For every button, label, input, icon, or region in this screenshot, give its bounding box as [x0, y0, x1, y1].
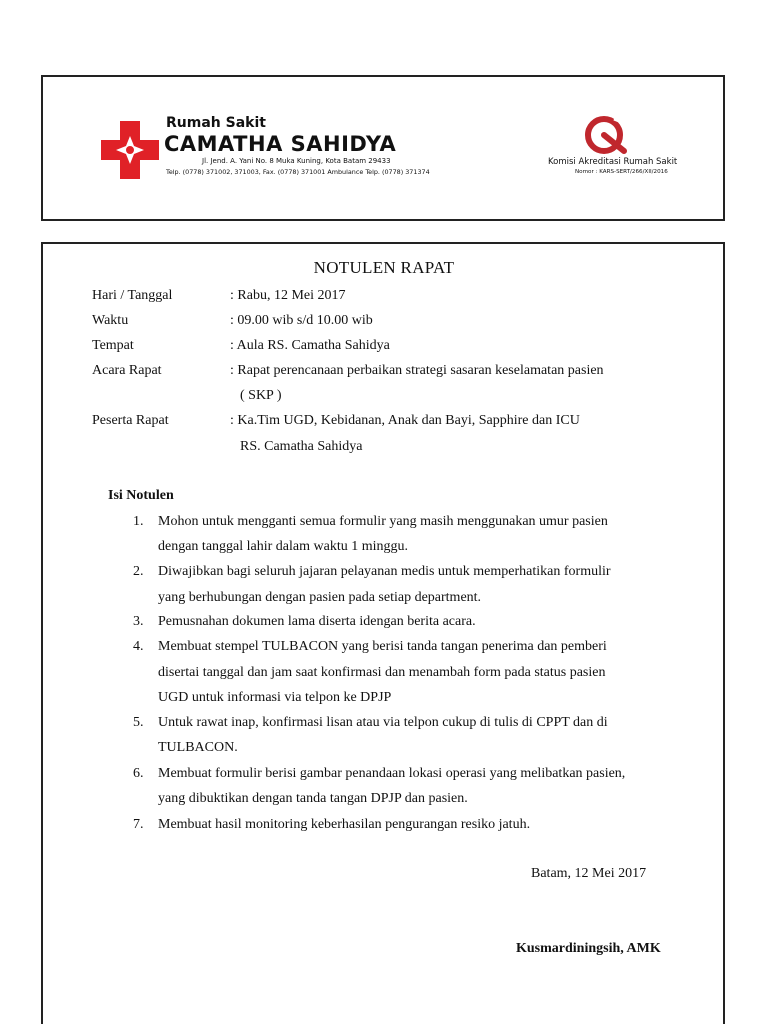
signer-name: Kusmardiningsih, AMK	[516, 941, 661, 956]
accreditation-title: Komisi Akreditasi Rumah Sakit	[548, 157, 678, 167]
list-item-number: 7.	[133, 817, 144, 832]
detail-value-time: : 09.00 wib s/d 10.00 wib	[230, 313, 373, 328]
detail-label-participants: Peserta Rapat	[92, 413, 169, 428]
detail-label-place: Tempat	[92, 338, 134, 353]
list-item-text: UGD untuk informasi via telpon ke DPJP	[158, 690, 392, 705]
document-body-box	[41, 242, 725, 1024]
detail-value-date: : Rabu, 12 Mei 2017	[230, 288, 346, 303]
detail-label-date: Hari / Tanggal	[92, 288, 173, 303]
document-title: NOTULEN RAPAT	[313, 258, 455, 277]
detail-value-agenda: : Rapat perencanaan perbaikan strategi sasaran keselamatan pasien	[230, 363, 604, 378]
list-item-text: TULBACON.	[158, 740, 238, 755]
detail-value-participants-continuation: RS. Camatha Sahidya	[240, 439, 363, 454]
list-item-text: Membuat formulir berisi gambar penandaan lokasi operasi yang melibatkan pasien,	[158, 766, 626, 781]
hospital-prefix: Rumah Sakit	[166, 115, 266, 131]
list-item-text: Membuat hasil monitoring keberhasilan pengurangan resiko jatuh.	[158, 817, 531, 832]
kars-accreditation-logo-icon	[584, 113, 628, 157]
hospital-address: Jl. Jend. A. Yani No. 8 Muka Kuning, Kota Batam 29433	[202, 157, 391, 165]
list-item-text: yang berhubungan dengan pasien pada setiap department.	[158, 590, 482, 605]
list-item-number: 6.	[133, 766, 144, 781]
list-item-number: 1.	[133, 514, 144, 529]
list-item-number: 5.	[133, 715, 144, 730]
hospital-cross-logo-icon	[101, 121, 159, 179]
list-item-text: Membuat stempel TULBACON yang berisi tanda tangan penerima dan pemberi	[158, 639, 607, 654]
hospital-name: CAMATHA SAHIDYA	[164, 132, 397, 156]
list-item-text: Untuk rawat inap, konfirmasi lisan atau via telpon cukup di tulis di CPPT dan di	[158, 715, 608, 730]
detail-label-agenda: Acara Rapat	[92, 363, 162, 378]
notes-heading: Isi Notulen	[108, 488, 174, 503]
accreditation-number: Nomor : KARS-SERT/266/XII/2016	[575, 169, 668, 175]
list-item-text: Diwajibkan bagi seluruh jajaran pelayanan medis untuk memperhatikan formulir	[158, 564, 611, 579]
place-and-date: Batam, 12 Mei 2017	[531, 866, 647, 881]
list-item-text: Pemusnahan dokumen lama diserta idengan berita acara.	[158, 614, 476, 629]
list-item-number: 2.	[133, 564, 144, 579]
detail-label-time: Waktu	[92, 313, 129, 328]
list-item-text: dengan tanggal lahir dalam waktu 1 minggu.	[158, 539, 408, 554]
list-item-number: 4.	[133, 639, 144, 654]
detail-value-participants: : Ka.Tim UGD, Kebidanan, Anak dan Bayi, Sapphire dan ICU	[230, 413, 580, 428]
list-item-number: 3.	[133, 614, 144, 629]
list-item-text: Mohon untuk mengganti semua formulir yang masih menggunakan umur pasien	[158, 514, 608, 529]
detail-value-place: : Aula RS. Camatha Sahidya	[230, 338, 390, 353]
detail-value-agenda-continuation: ( SKP )	[240, 388, 282, 403]
list-item-text: yang dibuktikan dengan tanda tangan DPJP dan pasien.	[158, 791, 468, 806]
list-item-text: disertai tanggal dan jam saat konfirmasi dan menambah form pada status pasien	[158, 665, 606, 680]
hospital-phone: Telp. (0778) 371002, 371003, Fax. (0778) 371001 Ambulance Telp. (0778) 371374	[166, 168, 430, 176]
